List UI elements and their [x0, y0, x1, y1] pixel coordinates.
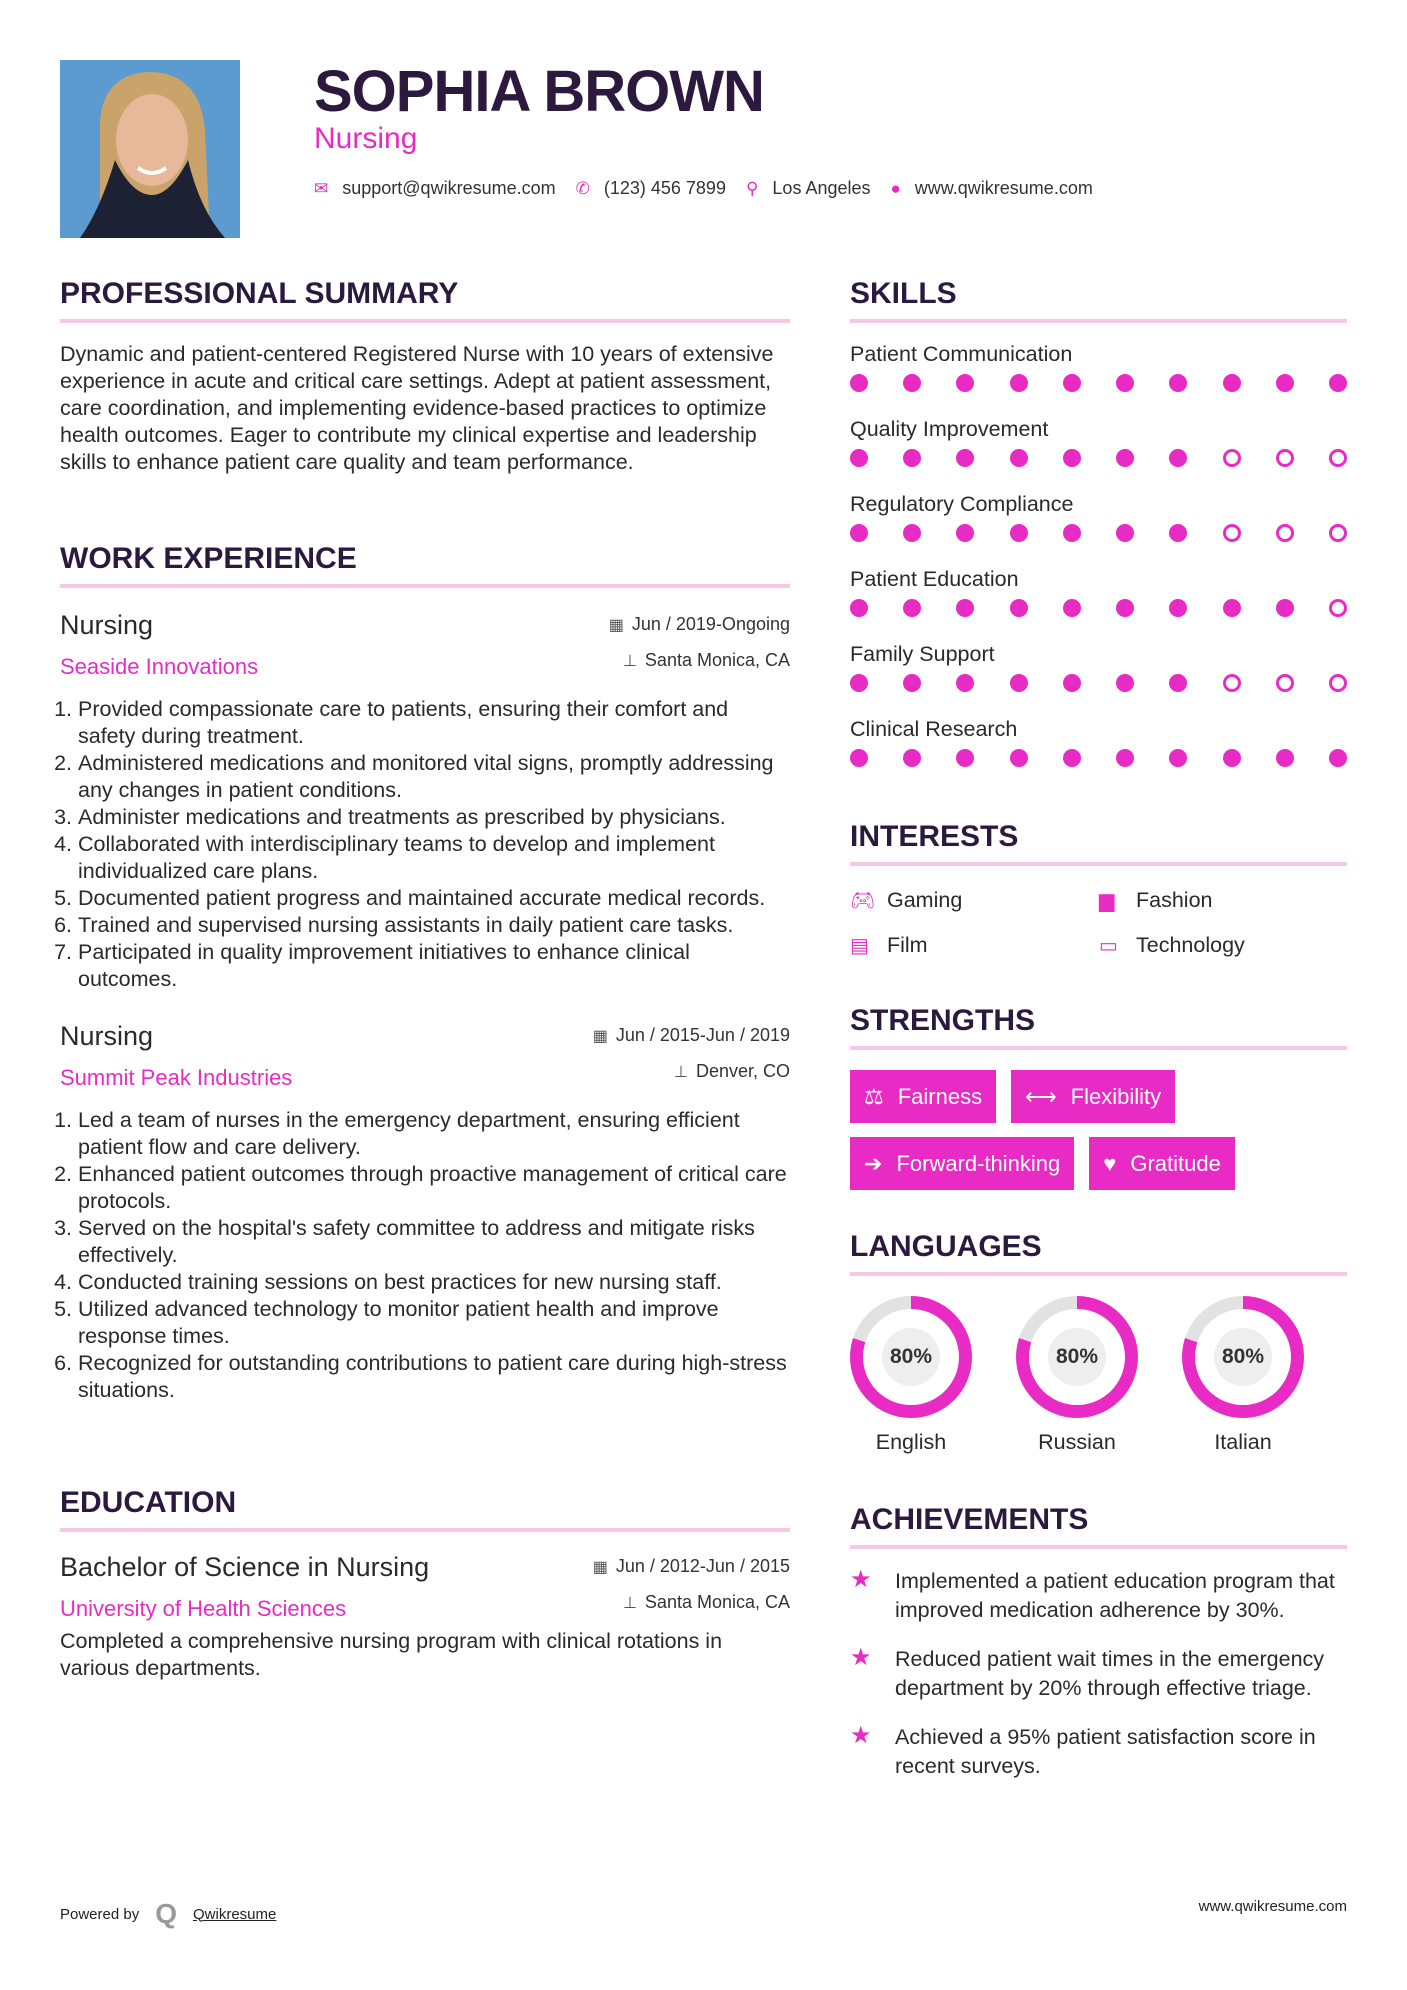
rating-dot-filled: [1010, 599, 1028, 617]
brand-link[interactable]: Qwikresume: [193, 1905, 277, 1923]
rating-dot-filled: [850, 674, 868, 692]
job-title: Nursing: [60, 1021, 154, 1051]
job-date: [609, 614, 790, 635]
arrow-right-icon: ➔: [864, 1150, 883, 1176]
job-entry: [60, 610, 790, 993]
divider: [850, 862, 1347, 866]
rating-dot-filled: [903, 524, 921, 542]
skill-name: Clinical Research: [850, 717, 1018, 741]
skill-name: Patient Education: [850, 567, 1019, 591]
summary-text: Dynamic and patient-centered Registered Nurse with 10 years of extensive experience in acute and critical care settings. Adept at patient assessment, care coordination, and implementing evidence-based practices to optimize health outcomes. Eager to contribute my clinical expertise and leadership skills to enhance patient care quality and team performance.: [60, 342, 774, 474]
rating-dot-filled: [1223, 749, 1241, 767]
rating-dot-filled: [1169, 674, 1187, 692]
rating-dot-filled: [1223, 599, 1241, 617]
interest-label: Technology: [1136, 933, 1245, 957]
divider: [850, 1545, 1347, 1549]
rating-dot-filled: [1276, 374, 1294, 392]
duty-item: 5. Documented patient progress and maintained accurate medical records.: [78, 885, 790, 912]
interest-technology: [1099, 933, 1347, 958]
shopping-bag-icon: ▆: [1099, 890, 1115, 912]
duty-item: 1. Led a team of nurses in the emergency department, ensuring efficient patient flow and care delivery.: [78, 1107, 790, 1161]
rating-dot-filled: [1116, 374, 1134, 392]
rating-dot-empty: [1276, 524, 1294, 542]
rating-dot-filled: [850, 749, 868, 767]
contact-phone[interactable]: (123) 456 7899: [603, 178, 726, 198]
arrows-horizontal-icon: ⟷: [1025, 1083, 1057, 1109]
rating-dot-filled: [956, 374, 974, 392]
divider: [850, 1046, 1347, 1050]
rating-dot-filled: [1063, 524, 1081, 542]
skill-item: [850, 415, 1347, 490]
strength-label: Flexibility: [1070, 1083, 1162, 1109]
experience-section: [60, 543, 790, 1404]
rating-dot-filled: [850, 374, 868, 392]
footer-powered-by: [60, 1898, 276, 1930]
profile-photo: [60, 60, 240, 238]
skill-rating: [850, 449, 1347, 490]
language-progress-ring: [850, 1296, 972, 1418]
strength-forward-thinking: [850, 1137, 1074, 1190]
section-title: PROFESSIONAL SUMMARY: [60, 277, 459, 310]
skill-item: [850, 640, 1347, 715]
contact-location: Los Angeles: [772, 178, 871, 198]
duty-item: 1. Provided compassionate care to patients, ensuring their comfort and safety during treatment.: [78, 696, 790, 750]
skill-rating: [850, 674, 1347, 715]
rating-dot-filled: [1329, 374, 1347, 392]
language-item: [1182, 1296, 1304, 1455]
section-title: LANGUAGES: [850, 1230, 1042, 1263]
interest-fashion: [1099, 888, 1347, 913]
job-duties: [60, 696, 790, 993]
section-title: SKILLS: [850, 277, 957, 310]
rating-dot-filled: [850, 599, 868, 617]
rating-dot-filled: [1063, 674, 1081, 692]
section-title: ACHIEVEMENTS: [850, 1503, 1089, 1536]
achievements-section: [850, 1504, 1347, 1781]
rating-dot-empty: [1223, 674, 1241, 692]
rating-dot-filled: [956, 449, 974, 467]
rating-dot-filled: [1116, 524, 1134, 542]
rating-dot-filled: [1010, 749, 1028, 767]
rating-dot-filled: [850, 524, 868, 542]
skill-rating: [850, 749, 1347, 790]
calendar-icon: ▦: [608, 617, 624, 634]
company-name: Seaside Innovations: [60, 654, 259, 679]
section-title: INTERESTS: [850, 820, 1019, 853]
rating-dot-empty: [1223, 524, 1241, 542]
skill-rating: [850, 524, 1347, 565]
calendar-icon: ▦: [592, 1559, 608, 1576]
language-progress-ring: [1016, 1296, 1138, 1418]
skill-name: Family Support: [850, 642, 995, 666]
education-description: Completed a comprehensive nursing program with clinical rotations in various departments.: [60, 1629, 723, 1680]
skill-item: [850, 340, 1347, 415]
rating-dot-empty: [1329, 599, 1347, 617]
duty-item: 6. Recognized for outstanding contributions to patient care during high-stress situations.: [78, 1350, 790, 1404]
rating-dot-filled: [956, 674, 974, 692]
skill-rating: [850, 599, 1347, 640]
achievement-item: [850, 1723, 1347, 1781]
interest-label: Fashion: [1136, 888, 1213, 912]
laptop-icon: ▭: [1099, 935, 1118, 957]
language-name: Russian: [1038, 1430, 1116, 1454]
date-text: Jun / 2012-Jun / 2015: [615, 1556, 790, 1576]
candidate-role: Nursing: [314, 122, 418, 155]
skills-section: [850, 278, 1347, 790]
strengths-section: [850, 1005, 1347, 1190]
duty-item: 2. Administered medications and monitored vital signs, promptly addressing any changes in patient conditions.: [78, 750, 790, 804]
rating-dot-filled: [956, 599, 974, 617]
degree: Bachelor of Science in Nursing: [60, 1552, 430, 1582]
envelope-icon: ✉: [314, 178, 329, 198]
job-title: Nursing: [60, 610, 154, 640]
languages-section: [850, 1231, 1347, 1455]
rating-dot-filled: [903, 374, 921, 392]
rating-dot-filled: [903, 449, 921, 467]
company-name: Summit Peak Industries: [60, 1065, 293, 1090]
heart-icon: ♥: [1103, 1150, 1117, 1176]
language-progress-ring: [1182, 1296, 1304, 1418]
duty-item: 6. Trained and supervised nursing assistants in daily patient care tasks.: [78, 912, 790, 939]
location-text: Santa Monica, CA: [644, 1592, 790, 1612]
rating-dot-filled: [850, 449, 868, 467]
rating-dot-filled: [1063, 449, 1081, 467]
language-name: Italian: [1214, 1430, 1272, 1454]
rating-dot-empty: [1276, 674, 1294, 692]
strength-label: Forward-thinking: [896, 1150, 1061, 1176]
section-title: WORK EXPERIENCE: [60, 542, 357, 575]
pushpin-icon: ⊥: [674, 1064, 688, 1081]
rating-dot-filled: [1329, 749, 1347, 767]
map-pin-icon: ⚲: [745, 178, 759, 198]
rating-dot-filled: [1169, 524, 1187, 542]
rating-dot-empty: [1329, 674, 1347, 692]
rating-dot-filled: [1169, 749, 1187, 767]
rating-dot-filled: [1116, 674, 1134, 692]
rating-dot-empty: [1329, 524, 1347, 542]
gamepad-icon: 🎮︎: [850, 890, 876, 912]
achievement-item: [850, 1567, 1347, 1625]
job-date: [593, 1025, 790, 1046]
duty-item: 2. Enhanced patient outcomes through proactive management of critical care protocols.: [78, 1161, 790, 1215]
strength-label: Gratitude: [1130, 1150, 1221, 1176]
rating-dot-filled: [1116, 599, 1134, 617]
globe-icon: ●: [890, 178, 901, 198]
rating-dot-filled: [1063, 599, 1081, 617]
skill-item: [850, 565, 1347, 640]
footer-website[interactable]: www.qwikresume.com: [1198, 1898, 1347, 1915]
rating-dot-filled: [1010, 674, 1028, 692]
candidate-name: SOPHIA BROWN: [314, 59, 764, 124]
language-item: [850, 1296, 972, 1455]
contact-email[interactable]: support@qwikresume.com: [342, 178, 556, 198]
achievement-item: [850, 1645, 1347, 1703]
skill-item: [850, 715, 1347, 790]
job-location: [623, 650, 790, 671]
job-entry: [60, 1021, 790, 1404]
duty-item: 4. Collaborated with interdisciplinary teams to develop and implement individualized care plans.: [78, 831, 790, 885]
rating-dot-filled: [1063, 749, 1081, 767]
rating-dot-filled: [956, 524, 974, 542]
rating-dot-filled: [1169, 374, 1187, 392]
rating-dot-filled: [1010, 524, 1028, 542]
language-percent: 80%: [1048, 1328, 1106, 1386]
duty-item: 3. Administer medications and treatments as prescribed by physicians.: [78, 804, 790, 831]
phone-icon: ✆: [575, 178, 590, 198]
language-percent: 80%: [1214, 1328, 1272, 1386]
shooting-star-icon: ★: [850, 1566, 872, 1593]
section-title: STRENGTHS: [850, 1004, 1036, 1037]
education-location: [623, 1592, 790, 1613]
pushpin-icon: ⊥: [622, 1595, 637, 1612]
school: University of Health Sciences: [60, 1596, 347, 1621]
duty-item: 3. Served on the hospital's safety committee to address and mitigate risks effectively.: [78, 1215, 790, 1269]
summary-section: [60, 278, 790, 476]
interest-label: Film: [887, 933, 928, 957]
interest-gaming: [850, 888, 1099, 913]
rating-dot-filled: [1276, 599, 1294, 617]
location-text: Santa Monica, CA: [644, 650, 790, 670]
duty-item: 5. Utilized advanced technology to monitor patient health and improve response times.: [78, 1296, 790, 1350]
job-header: [60, 1021, 790, 1097]
language-name: English: [875, 1430, 947, 1454]
balance-scale-icon: ⚖: [864, 1083, 884, 1109]
pushpin-icon: ⊥: [622, 653, 637, 670]
divider: [60, 319, 790, 323]
rating-dot-empty: [1223, 449, 1241, 467]
strength-label: Fairness: [897, 1083, 983, 1109]
rating-dot-filled: [1276, 749, 1294, 767]
rating-dot-filled: [1169, 449, 1187, 467]
rating-dot-filled: [1169, 599, 1187, 617]
rating-dot-filled: [1010, 374, 1028, 392]
powered-by-text: Powered by: [60, 1905, 140, 1923]
rating-dot-empty: [1329, 449, 1347, 467]
interests-section: [850, 821, 1347, 958]
rating-dot-filled: [1010, 449, 1028, 467]
location-text: Denver, CO: [695, 1061, 790, 1081]
skill-name: Patient Communication: [850, 342, 1073, 366]
skill-item: [850, 490, 1347, 565]
strength-fairness: [850, 1070, 996, 1123]
language-item: [1016, 1296, 1138, 1455]
duty-item: 7. Participated in quality improvement initiatives to enhance clinical outcomes.: [78, 939, 790, 993]
calendar-icon: ▦: [592, 1028, 608, 1045]
duty-item: 4. Conducted training sessions on best practices for new nursing staff.: [78, 1269, 790, 1296]
contact-row: [314, 178, 1113, 199]
education-date: [593, 1556, 790, 1577]
rating-dot-filled: [1063, 374, 1081, 392]
interest-label: Gaming: [887, 888, 963, 912]
divider: [60, 584, 790, 588]
education-entry: [60, 1552, 790, 1628]
education-section: [60, 1487, 790, 1682]
interest-film: [850, 933, 1099, 958]
achievement-text: Implemented a patient education program that improved medication adherence by 30%.: [895, 1569, 1335, 1622]
shooting-star-icon: ★: [850, 1644, 872, 1671]
job-duties: [60, 1107, 790, 1404]
rating-dot-empty: [1276, 449, 1294, 467]
date-text: Jun / 2015-Jun / 2019: [615, 1025, 790, 1045]
divider: [60, 1528, 790, 1532]
date-text: Jun / 2019-Ongoing: [631, 614, 790, 634]
achievement-text: Achieved a 95% patient satisfaction score in recent surveys.: [895, 1725, 1316, 1778]
divider: [850, 319, 1347, 323]
qwikresume-logo-icon: Q: [155, 1898, 177, 1929]
film-icon: ▤: [850, 935, 869, 957]
rating-dot-filled: [956, 749, 974, 767]
rating-dot-filled: [903, 599, 921, 617]
contact-website[interactable]: www.qwikresume.com: [914, 178, 1093, 198]
divider: [850, 1272, 1347, 1276]
language-percent: 80%: [882, 1328, 940, 1386]
shooting-star-icon: ★: [850, 1722, 872, 1749]
job-header: [60, 610, 790, 686]
rating-dot-filled: [1116, 449, 1134, 467]
job-location: [674, 1061, 790, 1082]
rating-dot-filled: [903, 674, 921, 692]
strength-flexibility: [1011, 1070, 1175, 1123]
rating-dot-filled: [1116, 749, 1134, 767]
section-title: EDUCATION: [60, 1486, 237, 1519]
rating-dot-filled: [903, 749, 921, 767]
achievement-text: Reduced patient wait times in the emergency department by 20% through effective triage.: [895, 1647, 1325, 1700]
rating-dot-filled: [1223, 374, 1241, 392]
skill-rating: [850, 374, 1347, 415]
strength-gratitude: [1089, 1137, 1235, 1190]
skill-name: Regulatory Compliance: [850, 492, 1074, 516]
skill-name: Quality Improvement: [850, 417, 1049, 441]
